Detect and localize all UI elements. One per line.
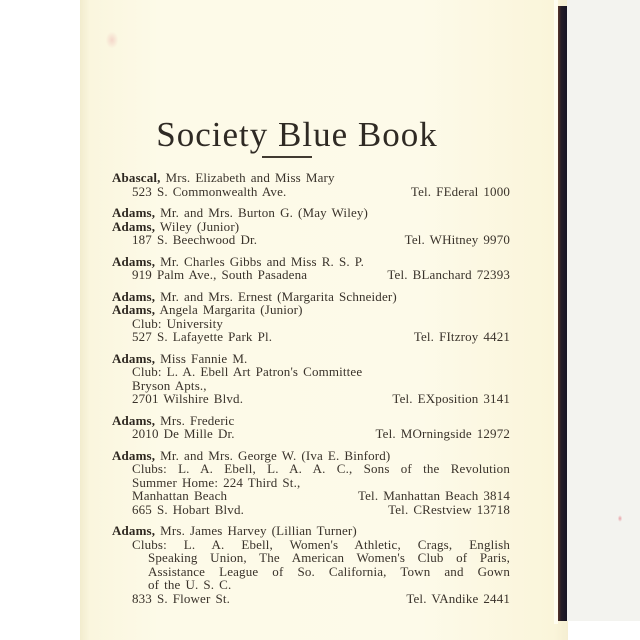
address-text: Manhattan Beach xyxy=(132,488,228,503)
address-text: 527 S. Lafayette Park Pl. xyxy=(132,329,273,344)
address-text: 833 S. Flower St. xyxy=(132,590,231,606)
surname: Adams, xyxy=(112,447,156,463)
entry-name-line xyxy=(112,524,510,538)
directory-listing xyxy=(112,171,510,613)
club-text: Club: L. A. Ebell Art Patron's Committee xyxy=(132,364,363,379)
telephone-number: Tel. EXposition 3141 xyxy=(392,391,510,406)
pink-smudge xyxy=(617,514,623,523)
directory-entry xyxy=(112,352,510,406)
entry-name-line xyxy=(112,206,510,220)
directory-entry xyxy=(112,290,510,344)
name-rest: Mrs. Frederic xyxy=(155,412,235,428)
entry-address-line xyxy=(112,592,510,606)
entry-club-line xyxy=(112,578,510,592)
entry-address-line xyxy=(112,379,510,393)
surname: Adams, xyxy=(112,523,156,538)
name-rest: Mr. and Mrs. Burton G. (May Wiley) xyxy=(155,205,369,220)
telephone-number: Tel. VAndike 2441 xyxy=(406,590,510,606)
entry-name-line xyxy=(112,171,510,185)
name-rest: Mr. and Mrs. Ernest (Margarita Schneider) xyxy=(155,288,397,304)
address-text: 523 S. Commonwealth Ave. xyxy=(132,183,287,199)
club-text: Clubs: L. A. Ebell, Women's Athletic, Crags, English xyxy=(132,536,510,552)
entry-club-line xyxy=(112,365,510,379)
address-text: Bryson Apts., xyxy=(132,377,207,393)
telephone-number: Tel. WHitney 9970 xyxy=(404,232,510,247)
name-rest: Miss Fannie M. xyxy=(155,350,248,366)
address-text: 665 S. Hobart Blvd. xyxy=(132,501,245,517)
pink-smudge xyxy=(103,28,121,52)
entry-club-line xyxy=(112,317,510,331)
name-rest: Mrs. Elizabeth and Miss Mary xyxy=(160,170,335,185)
address-text: 187 S. Beechwood Dr. xyxy=(132,232,258,247)
surname: Adams, xyxy=(112,288,156,304)
directory-entry xyxy=(112,524,510,605)
entry-club-line xyxy=(112,565,510,579)
name-rest: Mr. and Mrs. George W. (Iva E. Binford) xyxy=(155,447,391,463)
club-text: Clubs: L. A. Ebell, L. A. A. C., Sons of the Revolution xyxy=(132,461,510,476)
entry-name-line xyxy=(112,290,510,304)
telephone-number: Tel. MOrningside 12972 xyxy=(375,426,510,441)
title-divider-rule xyxy=(262,156,312,158)
book-cover-edge xyxy=(558,6,567,621)
entry-address-line xyxy=(112,330,510,344)
surname: Adams, xyxy=(112,205,156,220)
entry-name-line xyxy=(112,352,510,366)
club-text: Assistance League of So. California, Town and Gown xyxy=(148,563,510,579)
telephone-number: Tel. Manhattan Beach 3814 xyxy=(357,488,510,503)
entry-club-line xyxy=(112,462,510,476)
address-text: 2701 Wilshire Blvd. xyxy=(132,391,244,406)
club-text: Club: University xyxy=(132,315,224,331)
entry-club-line xyxy=(112,538,510,552)
directory-entry xyxy=(112,171,510,198)
directory-entry xyxy=(112,206,510,247)
entry-address-line xyxy=(112,392,510,406)
surname: Abascal, xyxy=(112,170,161,185)
club-text: Speaking Union, The American Women's Club of Paris, xyxy=(148,550,510,565)
surname: Adams, xyxy=(112,253,156,269)
entry-club-line xyxy=(112,551,510,565)
entry-address-line xyxy=(112,185,510,199)
directory-entry xyxy=(112,255,510,282)
telephone-number: Tel. CRestview 13718 xyxy=(388,501,510,517)
address-text: 919 Palm Ave., South Pasadena xyxy=(132,267,308,282)
page-title: Society Blue Book xyxy=(156,115,438,154)
entry-address-line xyxy=(112,233,510,247)
surname: Adams, xyxy=(112,218,156,234)
entry-name-line xyxy=(112,414,510,428)
background-right-margin xyxy=(567,0,640,621)
surname: Adams, xyxy=(112,350,156,366)
entry-name-line xyxy=(112,303,510,317)
entry-address-line xyxy=(112,427,510,441)
name-rest: Mr. Charles Gibbs and Miss R. S. P. xyxy=(155,253,365,269)
telephone-number: Tel. FItzroy 4421 xyxy=(413,329,510,344)
entry-address-line xyxy=(112,489,510,503)
directory-entry xyxy=(112,449,510,517)
entry-name-line xyxy=(112,255,510,269)
surname: Adams, xyxy=(112,412,156,428)
entry-address-line xyxy=(112,503,510,517)
name-rest: Wiley (Junior) xyxy=(155,218,240,234)
address-text: 2010 De Mille Dr. xyxy=(132,426,235,441)
name-rest: Angela Margarita (Junior) xyxy=(155,302,303,317)
entry-address-line xyxy=(112,476,510,490)
telephone-number: Tel. FEderal 1000 xyxy=(410,183,510,199)
name-rest: Mrs. James Harvey (Lillian Turner) xyxy=(155,523,357,538)
surname: Adams, xyxy=(112,302,156,317)
address-text: Summer Home: 224 Third St., xyxy=(132,474,301,490)
club-text: of the U. S. C. xyxy=(148,577,232,592)
telephone-number: Tel. BLanchard 72393 xyxy=(387,267,510,282)
entry-name-line xyxy=(112,220,510,234)
directory-entry xyxy=(112,414,510,441)
entry-address-line xyxy=(112,268,510,282)
entry-name-line xyxy=(112,449,510,463)
